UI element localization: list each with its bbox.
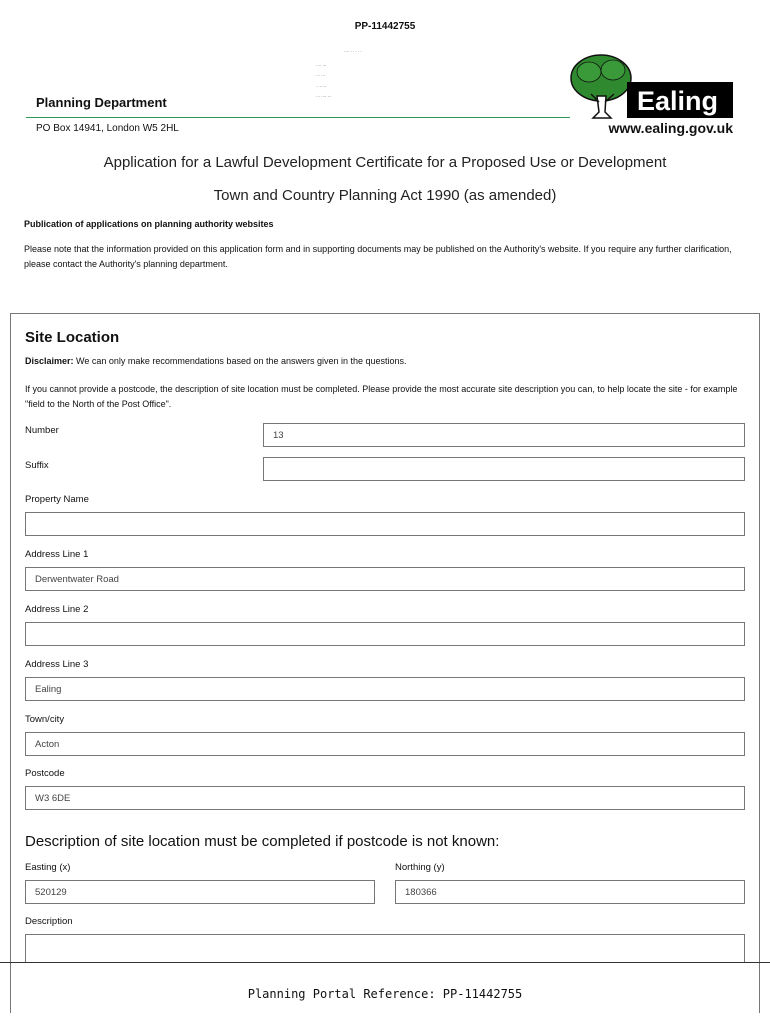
address-line-3-label: Address Line 3 [25,659,89,670]
description-field[interactable] [25,934,745,962]
header-small-print: ·· ····· [316,84,327,89]
footer-divider [0,962,770,963]
address-line-2-label: Address Line 2 [25,604,89,615]
suffix-field[interactable] [263,457,745,481]
postcode-label: Postcode [25,768,65,779]
northing-field[interactable]: 180366 [395,880,745,904]
number-label: Number [25,425,59,436]
disclaimer-text: We can only make recommendations based on the answers given in the questions. [73,356,407,366]
property-name-field[interactable] [25,512,745,536]
header-small-print: ··· ··· [316,73,326,78]
address-line-3-field[interactable]: Ealing [25,677,745,701]
easting-label: Easting (x) [25,862,71,873]
form-subtitle: Town and Country Planning Act 1990 (as amended) [213,187,557,204]
address-line-1-label: Address Line 1 [25,549,89,560]
department-address: PO Box 14941, London W5 2HL [36,123,179,134]
ealing-logo [569,52,735,120]
easting-field[interactable]: 520129 [25,880,375,904]
header-divider [26,117,570,118]
site-description-heading: Description of site location must be completed if postcode is not known: [25,833,500,850]
site-location-panel [10,313,760,1013]
footer-reference: Planning Portal Reference: PP-11442755 [247,987,523,1001]
publication-text: Please note that the information provided on this application form and in supporting documents may be published on the Authority's website. If you require any further clarification, please contact the Authority's planning department. [24,244,732,269]
header-small-print: ··· ···· ··· [316,94,332,99]
number-field[interactable]: 13 [263,423,745,447]
address-line-2-field[interactable] [25,622,745,646]
suffix-label: Suffix [25,460,49,471]
tree-icon [571,55,631,118]
disclaimer [25,356,407,366]
publication-heading: Publication of applications on planning authority websites [24,219,274,229]
description-label: Description [25,916,73,927]
header-small-print: ···· · · · · · [344,49,362,54]
address-line-1-field[interactable]: Derwentwater Road [25,567,745,591]
department-name: Planning Department [36,95,167,110]
disclaimer-label: Disclaimer: [25,356,74,366]
town-city-field[interactable]: Acton [25,732,745,756]
town-city-label: Town/city [25,714,65,725]
northing-label: Northing (y) [395,862,445,873]
brand-name: Ealing [637,86,719,116]
form-title: Application for a Lawful Development Certificate for a Proposed Use or Development [103,154,667,171]
property-name-label: Property Name [25,494,89,505]
header-small-print: ···· ··· [316,63,327,68]
site-location-title: Site Location [25,329,120,346]
reference-number-top: PP-11442755 [354,21,416,32]
site-location-help: If you cannot provide a postcode, the description of site location must be completed. Please provide the most accurate site description you can, to help locate the site - for example "field to the North of the Post Office". [25,384,738,409]
postcode-field[interactable]: W3 6DE [25,786,745,810]
website-link[interactable]: www.ealing.gov.uk [608,120,733,136]
